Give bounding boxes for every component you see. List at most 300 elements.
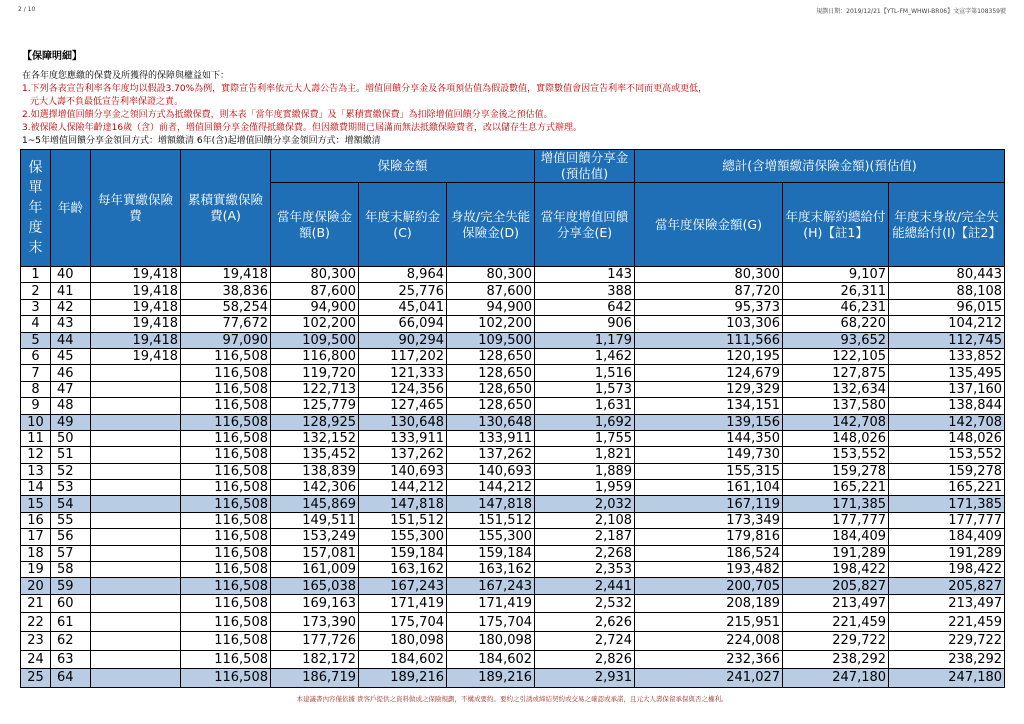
table-row bbox=[21, 613, 1005, 632]
table-cell: 133,911 bbox=[359, 430, 447, 446]
table-cell: 173,390 bbox=[271, 613, 359, 632]
table-cell: 46 bbox=[51, 365, 91, 381]
table-cell: 124,356 bbox=[359, 381, 447, 397]
table-cell: 128,650 bbox=[447, 381, 535, 397]
table-cell: 221,459 bbox=[783, 613, 889, 632]
table-cell: 215,951 bbox=[635, 613, 783, 632]
table-cell: 2,724 bbox=[535, 632, 635, 651]
table-cell: 87,600 bbox=[271, 283, 359, 299]
table-cell: 2 bbox=[21, 283, 51, 299]
note-1b: 元大人壽不負最低宣告利率保證之責。 bbox=[30, 97, 184, 107]
table-cell bbox=[91, 512, 181, 528]
table-cell: 167,243 bbox=[447, 578, 535, 594]
table-cell: 1,959 bbox=[535, 480, 635, 496]
table-cell: 64 bbox=[51, 669, 91, 688]
table-cell: 229,722 bbox=[889, 632, 1005, 651]
table-cell: 137,262 bbox=[359, 447, 447, 463]
table-cell: 44 bbox=[51, 332, 91, 348]
header-annual-premium: 每年實繳保險費 bbox=[91, 150, 181, 267]
table-cell: 2,187 bbox=[535, 529, 635, 545]
table-cell: 142,708 bbox=[889, 414, 1005, 430]
table-row bbox=[21, 316, 1005, 332]
table-cell bbox=[91, 398, 181, 414]
benefit-table bbox=[20, 149, 1005, 688]
table-cell: 177,777 bbox=[889, 512, 1005, 528]
table-cell: 175,704 bbox=[447, 613, 535, 632]
table-cell: 388 bbox=[535, 283, 635, 299]
table-row bbox=[21, 447, 1005, 463]
table-cell: 56 bbox=[51, 529, 91, 545]
table-cell: 52 bbox=[51, 463, 91, 479]
table-cell: 229,722 bbox=[783, 632, 889, 651]
table-cell: 134,151 bbox=[635, 398, 783, 414]
note-2: 2.如選擇增值回饋分享金之領回方式為抵繳保費，則本表「當年度實繳保費」及「累積實繳保費」為扣除增值回饋分享金後之預估值。 bbox=[22, 110, 553, 120]
table-cell: 2,626 bbox=[535, 613, 635, 632]
table-cell: 2,826 bbox=[535, 650, 635, 669]
table-cell: 2,108 bbox=[535, 512, 635, 528]
header-policy-year: 保單年度末 bbox=[21, 150, 51, 267]
table-cell: 16 bbox=[21, 512, 51, 528]
table-cell: 1,889 bbox=[535, 463, 635, 479]
table-row bbox=[21, 283, 1005, 299]
table-row bbox=[21, 632, 1005, 651]
table-cell bbox=[91, 463, 181, 479]
table-cell: 128,650 bbox=[447, 365, 535, 381]
table-cell: 125,779 bbox=[271, 398, 359, 414]
table-cell: 165,221 bbox=[783, 480, 889, 496]
table-cell: 13 bbox=[21, 463, 51, 479]
table-cell: 116,508 bbox=[181, 613, 271, 632]
section-title: 【保障明細】 bbox=[22, 51, 82, 62]
table-cell: 171,419 bbox=[359, 594, 447, 613]
table-cell: 161,009 bbox=[271, 562, 359, 578]
table-cell: 2,268 bbox=[535, 545, 635, 561]
table-cell: 180,098 bbox=[447, 632, 535, 651]
table-cell: 148,026 bbox=[889, 430, 1005, 446]
table-cell: 193,482 bbox=[635, 562, 783, 578]
note-4: 1~5年增值回饋分享金領回方式：增額繳清 6年(含)起增值回饋分享金領回方式：增額繳清 bbox=[22, 136, 381, 146]
table-cell bbox=[91, 430, 181, 446]
table-cell: 19,418 bbox=[91, 267, 181, 283]
table-cell: 1 bbox=[21, 267, 51, 283]
table-cell: 55 bbox=[51, 512, 91, 528]
table-cell bbox=[91, 381, 181, 397]
table-cell: 208,189 bbox=[635, 594, 783, 613]
table-cell: 11 bbox=[21, 430, 51, 446]
table-cell bbox=[91, 529, 181, 545]
table-cell: 116,508 bbox=[181, 381, 271, 397]
table-cell: 139,156 bbox=[635, 414, 783, 430]
table-cell: 22 bbox=[21, 613, 51, 632]
table-cell: 116,508 bbox=[181, 545, 271, 561]
table-cell: 41 bbox=[51, 283, 91, 299]
table-cell: 171,419 bbox=[447, 594, 535, 613]
table-cell: 159,278 bbox=[889, 463, 1005, 479]
table-cell: 1,631 bbox=[535, 398, 635, 414]
table-cell: 54 bbox=[51, 496, 91, 512]
table-row bbox=[21, 496, 1005, 512]
table-cell: 153,249 bbox=[271, 529, 359, 545]
table-cell: 104,212 bbox=[889, 316, 1005, 332]
table-cell bbox=[91, 496, 181, 512]
table-cell: 175,704 bbox=[359, 613, 447, 632]
table-cell: 116,508 bbox=[181, 669, 271, 688]
table-cell: 103,306 bbox=[635, 316, 783, 332]
table-cell: 102,200 bbox=[271, 316, 359, 332]
table-cell: 184,602 bbox=[359, 650, 447, 669]
header-B: 當年度保險金額(B) bbox=[271, 183, 359, 267]
table-cell: 116,508 bbox=[181, 430, 271, 446]
table-cell: 47 bbox=[51, 381, 91, 397]
table-cell: 9,107 bbox=[783, 267, 889, 283]
table-cell: 116,508 bbox=[181, 398, 271, 414]
table-cell: 137,580 bbox=[783, 398, 889, 414]
table-cell: 142,306 bbox=[271, 480, 359, 496]
table-cell: 906 bbox=[535, 316, 635, 332]
table-cell: 177,726 bbox=[271, 632, 359, 651]
table-cell: 184,409 bbox=[783, 529, 889, 545]
table-row bbox=[21, 332, 1005, 348]
table-cell: 184,409 bbox=[889, 529, 1005, 545]
table-cell: 138,844 bbox=[889, 398, 1005, 414]
table-row bbox=[21, 267, 1005, 283]
table-row bbox=[21, 414, 1005, 430]
table-row bbox=[21, 381, 1005, 397]
table-cell: 163,162 bbox=[447, 562, 535, 578]
table-cell: 15 bbox=[21, 496, 51, 512]
table-cell: 117,202 bbox=[359, 348, 447, 364]
table-cell: 198,422 bbox=[783, 562, 889, 578]
table-cell: 189,216 bbox=[447, 669, 535, 688]
table-cell: 221,459 bbox=[889, 613, 1005, 632]
table-row bbox=[21, 578, 1005, 594]
table-cell: 10 bbox=[21, 414, 51, 430]
table-cell: 151,512 bbox=[359, 512, 447, 528]
table-row bbox=[21, 545, 1005, 561]
table-cell: 112,745 bbox=[889, 332, 1005, 348]
table-cell: 12 bbox=[21, 447, 51, 463]
table-cell: 241,027 bbox=[635, 669, 783, 688]
table-cell: 116,800 bbox=[271, 348, 359, 364]
table-cell: 58 bbox=[51, 562, 91, 578]
table-cell: 132,152 bbox=[271, 430, 359, 446]
table-cell: 132,634 bbox=[783, 381, 889, 397]
table-cell: 138,839 bbox=[271, 463, 359, 479]
table-cell: 116,508 bbox=[181, 562, 271, 578]
table-cell: 53 bbox=[51, 480, 91, 496]
table-cell: 14 bbox=[21, 480, 51, 496]
table-cell: 135,452 bbox=[271, 447, 359, 463]
table-cell: 9 bbox=[21, 398, 51, 414]
table-cell: 46,231 bbox=[783, 299, 889, 315]
table-cell: 1,755 bbox=[535, 430, 635, 446]
table-cell: 20 bbox=[21, 578, 51, 594]
table-row bbox=[21, 398, 1005, 414]
table-cell: 122,713 bbox=[271, 381, 359, 397]
table-cell: 165,038 bbox=[271, 578, 359, 594]
table-cell bbox=[91, 447, 181, 463]
table-cell: 77,672 bbox=[181, 316, 271, 332]
table-cell: 63 bbox=[51, 650, 91, 669]
table-cell: 133,852 bbox=[889, 348, 1005, 364]
table-cell: 137,262 bbox=[447, 447, 535, 463]
table-row bbox=[21, 430, 1005, 446]
table-cell: 171,385 bbox=[783, 496, 889, 512]
table-cell: 51 bbox=[51, 447, 91, 463]
table-cell: 93,652 bbox=[783, 332, 889, 348]
table-cell: 140,693 bbox=[359, 463, 447, 479]
table-cell: 213,497 bbox=[783, 594, 889, 613]
table-cell bbox=[91, 669, 181, 688]
table-cell: 130,648 bbox=[359, 414, 447, 430]
table-cell: 23 bbox=[21, 632, 51, 651]
table-cell: 153,552 bbox=[889, 447, 1005, 463]
table-cell: 116,508 bbox=[181, 650, 271, 669]
table-cell: 95,373 bbox=[635, 299, 783, 315]
table-cell: 60 bbox=[51, 594, 91, 613]
table-cell: 159,278 bbox=[783, 463, 889, 479]
table-cell: 119,720 bbox=[271, 365, 359, 381]
table-cell: 21 bbox=[21, 594, 51, 613]
table-cell: 121,333 bbox=[359, 365, 447, 381]
table-cell: 147,818 bbox=[447, 496, 535, 512]
table-row bbox=[21, 512, 1005, 528]
table-cell: 50 bbox=[51, 430, 91, 446]
header-G: 當年度保險金額(G) bbox=[635, 183, 783, 267]
page-header bbox=[18, 6, 1006, 16]
table-cell bbox=[91, 365, 181, 381]
table-cell: 3 bbox=[21, 299, 51, 315]
header-H: 年度末解約總給付(H)【註1】 bbox=[783, 183, 889, 267]
table-cell: 90,294 bbox=[359, 332, 447, 348]
header-C: 年度末解約金(C) bbox=[359, 183, 447, 267]
table-cell: 59 bbox=[51, 578, 91, 594]
table-cell: 68,220 bbox=[783, 316, 889, 332]
table-cell: 24 bbox=[21, 650, 51, 669]
table-cell: 147,818 bbox=[359, 496, 447, 512]
table-cell: 5 bbox=[21, 332, 51, 348]
table-cell: 122,105 bbox=[783, 348, 889, 364]
table-cell: 144,350 bbox=[635, 430, 783, 446]
header-D: 身故/完全失能保險金(D) bbox=[447, 183, 535, 267]
table-cell: 137,160 bbox=[889, 381, 1005, 397]
table-cell: 247,180 bbox=[783, 669, 889, 688]
table-row bbox=[21, 562, 1005, 578]
table-cell: 1,573 bbox=[535, 381, 635, 397]
header-I: 年度末身故/完全失能總給付(I)【註2】 bbox=[889, 183, 1005, 267]
table-cell bbox=[91, 650, 181, 669]
table-cell: 159,184 bbox=[447, 545, 535, 561]
table-cell: 124,679 bbox=[635, 365, 783, 381]
table-cell: 1,821 bbox=[535, 447, 635, 463]
note-3: 3.被保險人保險年齡達16歲（含）前者，增值回饋分享金僅得抵繳保費。但因繳費期間已屆滿而無法抵繳保險費者，改以儲存生息方式辦理。 bbox=[22, 123, 583, 133]
table-cell: 163,162 bbox=[359, 562, 447, 578]
table-cell bbox=[91, 480, 181, 496]
table-cell: 128,650 bbox=[447, 348, 535, 364]
table-cell: 144,212 bbox=[447, 480, 535, 496]
intro-text: 在各年度您應繳的保費及所獲得的保障與權益如下： bbox=[22, 71, 230, 81]
table-cell: 2,353 bbox=[535, 562, 635, 578]
table-cell bbox=[91, 632, 181, 651]
table-cell: 1,462 bbox=[535, 348, 635, 364]
table-cell: 144,212 bbox=[359, 480, 447, 496]
disclaimer-footer: 本建議書內容僅依據 貴客戶提供之資料做成之保險規劃，不構成要約。要約之引誘或締結契約或交易之確認或承諾，且元大人壽保留承保與否之權利。 bbox=[296, 695, 728, 703]
table-cell: 184,602 bbox=[447, 650, 535, 669]
table-cell: 19,418 bbox=[91, 332, 181, 348]
page-number: 2 / 10 bbox=[18, 6, 36, 13]
table-row bbox=[21, 650, 1005, 669]
table-cell: 165,221 bbox=[889, 480, 1005, 496]
table-cell: 213,497 bbox=[889, 594, 1005, 613]
table-cell bbox=[91, 578, 181, 594]
table-cell: 179,816 bbox=[635, 529, 783, 545]
table-cell: 87,600 bbox=[447, 283, 535, 299]
table-cell: 116,508 bbox=[181, 365, 271, 381]
table-cell: 116,508 bbox=[181, 447, 271, 463]
table-cell: 128,650 bbox=[447, 398, 535, 414]
table-row bbox=[21, 669, 1005, 688]
table-cell: 116,508 bbox=[181, 594, 271, 613]
table-cell: 167,119 bbox=[635, 496, 783, 512]
header-cumulative-premium: 累積實繳保險費(A) bbox=[181, 150, 271, 267]
table-cell: 116,508 bbox=[181, 463, 271, 479]
table-cell: 66,094 bbox=[359, 316, 447, 332]
table-cell: 182,172 bbox=[271, 650, 359, 669]
table-row bbox=[21, 348, 1005, 364]
table-cell: 19,418 bbox=[91, 283, 181, 299]
table-cell: 80,300 bbox=[271, 267, 359, 283]
table-cell: 191,289 bbox=[889, 545, 1005, 561]
table-cell: 1,516 bbox=[535, 365, 635, 381]
table-cell: 62 bbox=[51, 632, 91, 651]
table-cell: 116,508 bbox=[181, 480, 271, 496]
table-cell: 130,648 bbox=[447, 414, 535, 430]
table-cell: 19,418 bbox=[181, 267, 271, 283]
table-cell: 232,366 bbox=[635, 650, 783, 669]
table-cell: 145,869 bbox=[271, 496, 359, 512]
table-cell: 155,300 bbox=[447, 529, 535, 545]
table-cell: 40 bbox=[51, 267, 91, 283]
table-cell: 49 bbox=[51, 414, 91, 430]
table-cell: 80,300 bbox=[447, 267, 535, 283]
table-cell: 25,776 bbox=[359, 283, 447, 299]
table-cell: 155,315 bbox=[635, 463, 783, 479]
table-cell bbox=[91, 594, 181, 613]
header-age: 年齡 bbox=[51, 150, 91, 267]
table-cell: 19,418 bbox=[91, 299, 181, 315]
table-cell: 18 bbox=[21, 545, 51, 561]
table-cell: 155,300 bbox=[359, 529, 447, 545]
table-row bbox=[21, 529, 1005, 545]
table-cell: 96,015 bbox=[889, 299, 1005, 315]
table-cell: 191,289 bbox=[783, 545, 889, 561]
table-cell: 116,508 bbox=[181, 414, 271, 430]
table-cell: 45 bbox=[51, 348, 91, 364]
table-row bbox=[21, 463, 1005, 479]
table-cell bbox=[91, 545, 181, 561]
header-total: 總計(含增額繳清保險金額)(預估值) bbox=[635, 150, 1005, 183]
table-cell: 186,719 bbox=[271, 669, 359, 688]
table-cell: 109,500 bbox=[271, 332, 359, 348]
table-cell: 161,104 bbox=[635, 480, 783, 496]
table-cell: 238,292 bbox=[783, 650, 889, 669]
table-cell: 171,385 bbox=[889, 496, 1005, 512]
table-cell: 642 bbox=[535, 299, 635, 315]
table-cell: 189,216 bbox=[359, 669, 447, 688]
table-cell: 102,200 bbox=[447, 316, 535, 332]
table-cell: 120,195 bbox=[635, 348, 783, 364]
note-1a: 1.下列各表宣告利率各年度均以假設3.70%為例，實際宣告利率依元大人壽公告為主。增值回饋分享金及各項預估值為假設數值，實際數值會因宣告利率不同而更高或更低， bbox=[22, 84, 708, 94]
table-cell: 142,708 bbox=[783, 414, 889, 430]
table-cell: 140,693 bbox=[447, 463, 535, 479]
table-cell: 57 bbox=[51, 545, 91, 561]
table-cell: 116,508 bbox=[181, 578, 271, 594]
table-cell: 19,418 bbox=[91, 316, 181, 332]
table-cell: 61 bbox=[51, 613, 91, 632]
table-cell bbox=[91, 562, 181, 578]
table-cell: 8,964 bbox=[359, 267, 447, 283]
table-row bbox=[21, 365, 1005, 381]
table-cell: 2,532 bbox=[535, 594, 635, 613]
table-cell: 151,512 bbox=[447, 512, 535, 528]
table-cell: 238,292 bbox=[889, 650, 1005, 669]
table-cell: 135,495 bbox=[889, 365, 1005, 381]
table-cell: 224,008 bbox=[635, 632, 783, 651]
header-insured-amount: 保險金額 bbox=[271, 150, 535, 183]
table-cell: 186,524 bbox=[635, 545, 783, 561]
table-cell: 7 bbox=[21, 365, 51, 381]
table-row bbox=[21, 594, 1005, 613]
table-cell: 26,311 bbox=[783, 283, 889, 299]
table-cell: 247,180 bbox=[889, 669, 1005, 688]
table-cell: 45,041 bbox=[359, 299, 447, 315]
table-cell: 38,836 bbox=[181, 283, 271, 299]
header-bonus: 增值回饋分享金(預估值) bbox=[535, 150, 635, 183]
table-cell: 148,026 bbox=[783, 430, 889, 446]
table-cell: 2,032 bbox=[535, 496, 635, 512]
table-body bbox=[21, 267, 1005, 688]
header-E: 當年度增值回饋分享金(E) bbox=[535, 183, 635, 267]
table-cell: 127,875 bbox=[783, 365, 889, 381]
table-cell: 109,500 bbox=[447, 332, 535, 348]
table-cell: 149,511 bbox=[271, 512, 359, 528]
table-cell: 42 bbox=[51, 299, 91, 315]
document-meta: 規劃日期：2019/12/21【YTL-FM_WHWI-BR06】文宣字第108359號 bbox=[816, 8, 1006, 15]
table-cell: 116,508 bbox=[181, 348, 271, 364]
table-cell: 167,243 bbox=[359, 578, 447, 594]
table-cell: 43 bbox=[51, 316, 91, 332]
table-cell: 111,566 bbox=[635, 332, 783, 348]
table-cell: 169,163 bbox=[271, 594, 359, 613]
table-cell: 116,508 bbox=[181, 496, 271, 512]
table-cell: 177,777 bbox=[783, 512, 889, 528]
table-cell: 149,730 bbox=[635, 447, 783, 463]
table-cell bbox=[91, 613, 181, 632]
table-cell: 2,931 bbox=[535, 669, 635, 688]
table-cell: 48 bbox=[51, 398, 91, 414]
table-cell: 8 bbox=[21, 381, 51, 397]
table-cell: 2,441 bbox=[535, 578, 635, 594]
table-cell bbox=[91, 414, 181, 430]
table-cell: 97,090 bbox=[181, 332, 271, 348]
table-cell: 25 bbox=[21, 669, 51, 688]
table-cell: 205,827 bbox=[889, 578, 1005, 594]
table-cell: 198,422 bbox=[889, 562, 1005, 578]
table-cell: 159,184 bbox=[359, 545, 447, 561]
table-cell: 80,443 bbox=[889, 267, 1005, 283]
table-cell: 88,108 bbox=[889, 283, 1005, 299]
table-cell: 116,508 bbox=[181, 529, 271, 545]
